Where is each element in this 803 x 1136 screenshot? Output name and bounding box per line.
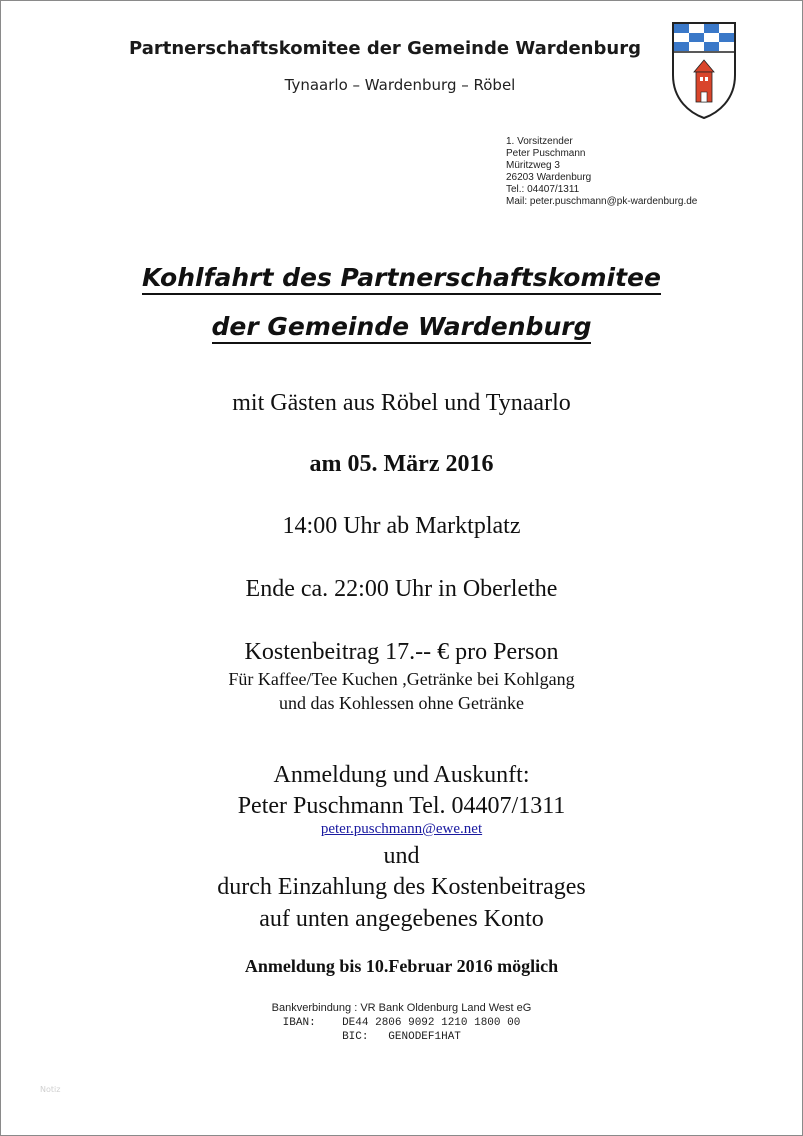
registration-email-link[interactable]: peter.puschmann@ewe.net [320, 821, 483, 837]
bic-line: BIC: GENODEF1HAT [342, 1031, 461, 1043]
bank-line: Bankverbindung : VR Bank Oldenburg Land West eG [271, 1002, 532, 1014]
contact-block [506, 136, 697, 208]
registration-contact: Peter Puschmann Tel. 04407/1311 [237, 793, 566, 819]
date-line: am 05. März 2016 [309, 451, 494, 477]
title-line-2 [0, 312, 803, 341]
contact-phone: Tel.: 04407/1311 [506, 184, 580, 195]
coat-of-arms-icon [670, 20, 738, 120]
cost-detail-2: und das Kohlessen ohne Getränke [279, 693, 524, 713]
contact-name: Peter Puschmann [506, 148, 586, 159]
registration-email-line [0, 821, 803, 838]
cost-detail-1: Für Kaffee/Tee Kuchen ,Getränke bei Kohlgang [228, 669, 575, 689]
registration-heading: Anmeldung und Auskunft: [273, 762, 530, 788]
contact-mail: Mail: peter.puschmann@pk-wardenburg.de [506, 196, 698, 207]
cost-line: Kostenbeitrag 17.-- € pro Person [244, 639, 559, 665]
contact-role: 1. Vorsitzender [506, 136, 573, 147]
iban-line: IBAN: DE44 2806 9092 1210 1800 00 [282, 1017, 521, 1029]
faint-note: Notiz [40, 1085, 61, 1094]
deadline-line: Anmeldung bis 10.Februar 2016 möglich [244, 956, 559, 976]
start-line: 14:00 Uhr ab Marktplatz [282, 513, 521, 539]
guests-line: mit Gästen aus Röbel und Tynaarlo [232, 390, 571, 416]
contact-street: Müritzweg 3 [506, 160, 560, 171]
title-line-2-text: der Gemeinde Wardenburg [212, 312, 592, 344]
payment-line-2: auf unten angegebenes Konto [259, 906, 544, 932]
title-line-1-text: Kohlfahrt des Partnerschaftskomitee [142, 263, 661, 295]
and-line: und [383, 843, 420, 869]
title-line-1 [0, 263, 803, 292]
contact-city: 26203 Wardenburg [506, 172, 592, 183]
end-line: Ende ca. 22:00 Uhr in Oberlethe [245, 576, 558, 602]
payment-line-1: durch Einzahlung des Kostenbeitrages [217, 874, 586, 900]
organization-name: Partnerschaftskomitee der Gemeinde Wardenburg [129, 38, 641, 59]
partner-towns: Tynaarlo – Wardenburg – Röbel [284, 76, 516, 94]
